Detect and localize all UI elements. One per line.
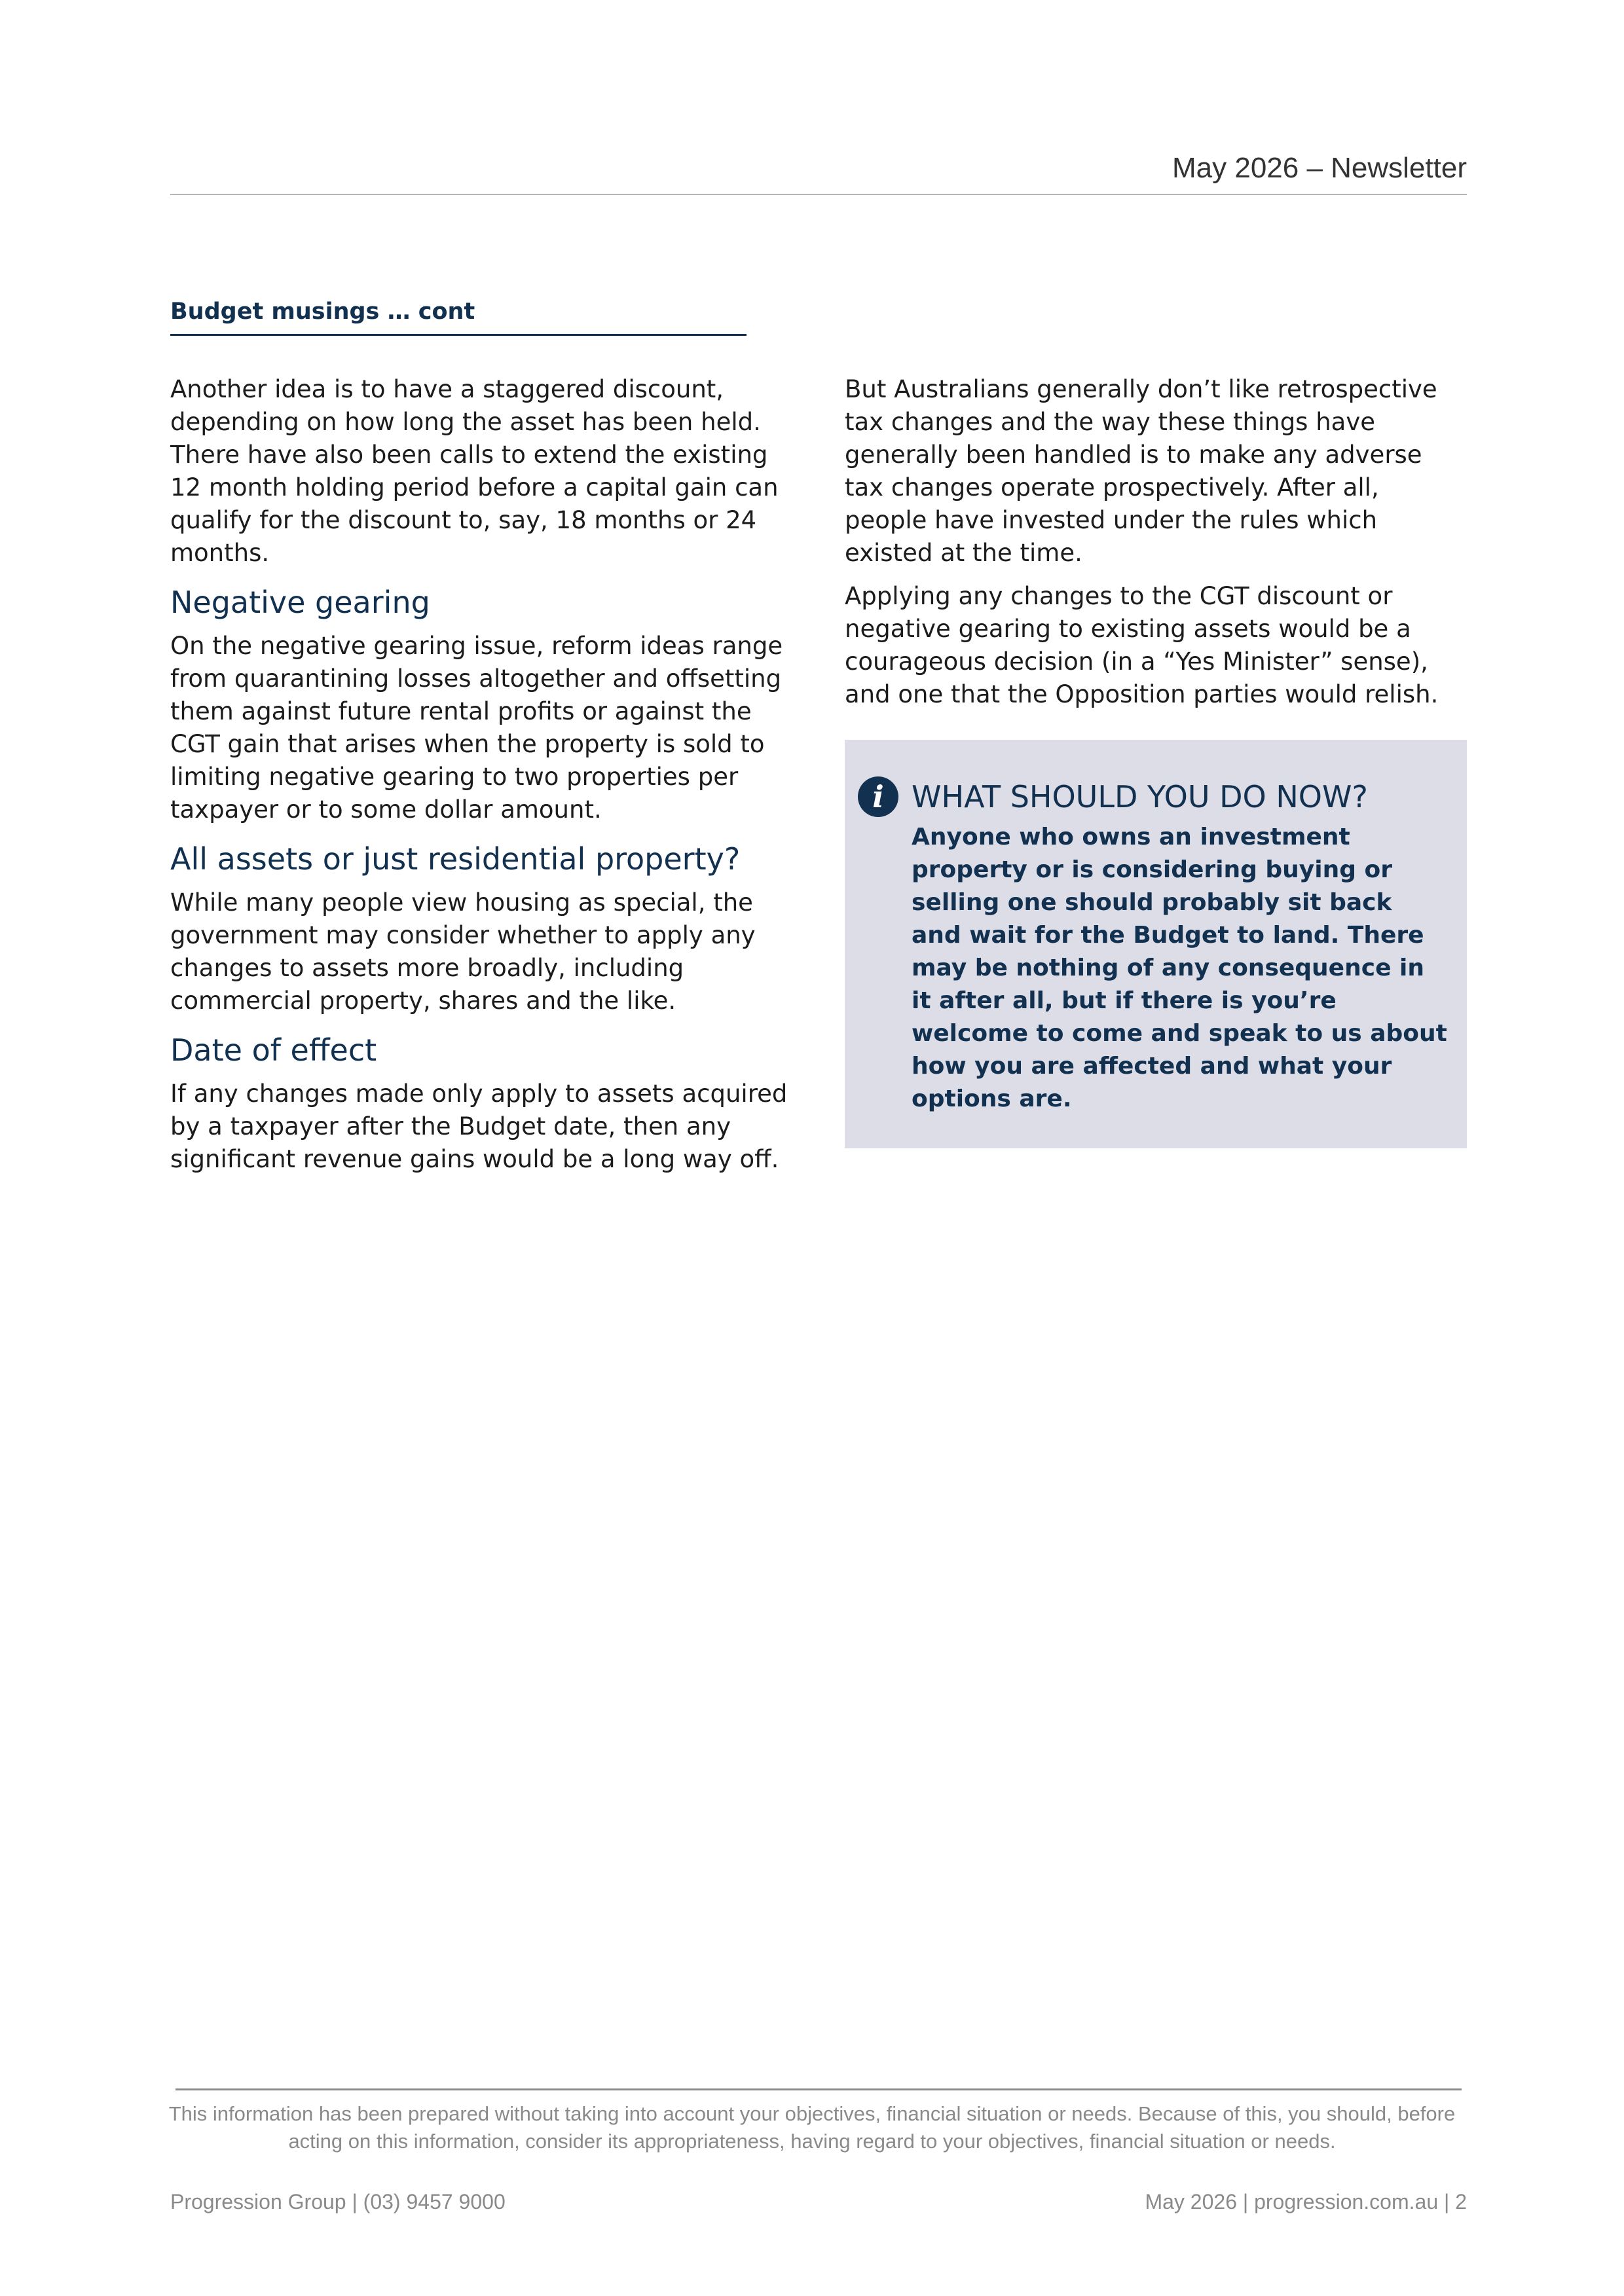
info-icon: i <box>858 776 898 817</box>
footer-divider <box>175 2088 1462 2090</box>
negative-gearing-heading: Negative gearing <box>170 585 430 620</box>
section-label: Budget musings … cont <box>170 299 747 336</box>
what-to-do-callout <box>845 740 1467 1148</box>
callout-title: WHAT SHOULD YOU DO NOW? <box>912 779 1368 814</box>
all-assets-paragraph: While many people view housing as special, the government may consider whether to apply any changes to assets more broadly, including commercial property, shares and the like. <box>170 888 756 1015</box>
newsletter-header-title: May 2026 – Newsletter <box>1172 152 1467 184</box>
footer-contact: Progression Group | (03) 9457 9000 <box>170 2190 506 2214</box>
right-column <box>845 373 1467 1148</box>
footer-page-info: May 2026 | progression.com.au | 2 <box>1145 2190 1467 2214</box>
courageous-decision-paragraph: Applying any changes to the CGT discount or negative gearing to existing assets would be a courageous decision (in a “Yes Minister” sense), and one that the Opposition parties would relish. <box>845 582 1439 708</box>
retrospective-paragraph: But Australians generally don’t like retrospective tax changes and the way these things have generally been handled is to make any adverse tax changes operate prospectively. After all, people have invested under the rules which existed at the time. <box>845 375 1437 567</box>
all-assets-heading: All assets or just residential property? <box>170 841 741 877</box>
header-divider <box>170 194 1467 195</box>
left-column <box>170 373 799 1186</box>
date-of-effect-paragraph: If any changes made only apply to assets acquired by a taxpayer after the Budget date, then any significant revenue gains would be a long way off. <box>170 1080 788 1173</box>
intro-paragraph: Another idea is to have a staggered discount, depending on how long the asset has been held. There have also been calls to extend the existing 12 month holding period before a capital gain can qualify for the discount to, say, 18 months or 24 months. <box>170 375 779 567</box>
disclaimer-text: This information has been prepared without taking into account your objectives, financial situation or needs. Because of this, you should, before acting on this information, consider its appropriateness, having regard to your objectives, financial situation or needs. <box>168 2102 1456 2153</box>
callout-text: Anyone who owns an investment property or is considering buying or selling one should probably sit back and wait for the Budget to land. There may be nothing of any consequence in it after all, but if there is you’re welcome to come and speak to us about how you are affected and what your options are. <box>912 824 1447 1112</box>
callout-header <box>858 776 1447 817</box>
negative-gearing-paragraph: On the negative gearing issue, reform ideas range from quarantining losses altogether and offsetting them against future rental profits or against the CGT gain that arises when the property is sold to limiting negative gearing to two properties per taxpayer or to some dollar amount. <box>170 632 783 824</box>
date-of-effect-heading: Date of effect <box>170 1032 377 1068</box>
